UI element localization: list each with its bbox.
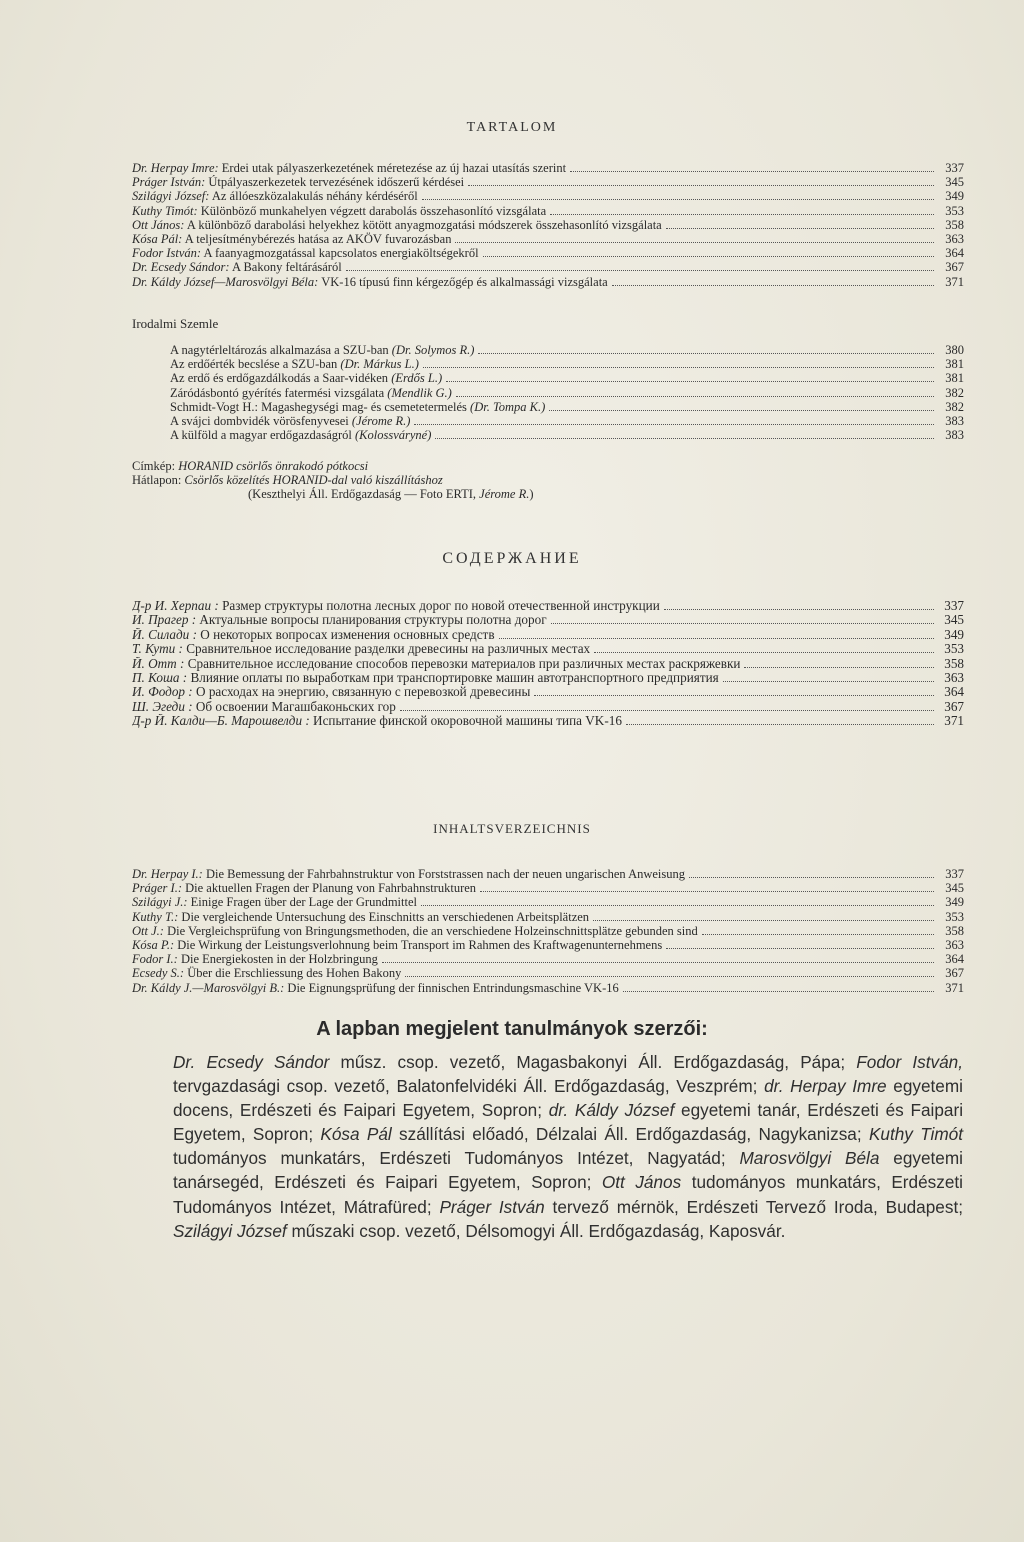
toc-entry — [132, 671, 964, 685]
author-name: Kuthy Timót — [868, 1124, 964, 1145]
review-leader — [478, 353, 934, 354]
toc-page-number: 345 — [944, 612, 964, 628]
toc-author: Dr. Káldy József—Marosvölgyi Béla: — [132, 274, 319, 289]
toc-entry — [132, 628, 964, 642]
toc-page-number: 371 — [945, 980, 964, 995]
toc-leader — [455, 242, 934, 243]
toc-page-number: 364 — [945, 246, 964, 261]
toc-entry-text — [132, 881, 476, 895]
toc-leader — [594, 652, 934, 653]
toc-author: Dr. Káldy J.—Marosvölgyi B.: — [132, 980, 285, 995]
toc-title: Die Wirkung der Leistungsverlohnung beim Transport im Rahmen des Kraftwagenunternehmens — [177, 938, 663, 953]
toc-leader — [689, 877, 934, 878]
toc-leader — [664, 609, 934, 610]
review-page-number: 382 — [945, 399, 964, 414]
toc-leader — [612, 285, 934, 286]
toc-entry-text — [132, 275, 608, 289]
toc-title: Die Bemessung der Fahrbahnstruktur von Forststrassen nach der neuen ungarischen Anweisung — [205, 867, 686, 881]
review-page-number: 381 — [945, 371, 964, 386]
toc-leader — [480, 891, 934, 892]
toc-entry-text — [132, 246, 479, 260]
toc-entry — [132, 966, 964, 980]
toc-title: Über die Erschliessung des Hohen Bakony — [187, 966, 402, 981]
toc-entry-text — [132, 599, 660, 613]
toc-entry-text — [132, 204, 546, 218]
author-name: Szilágyi József — [173, 1220, 287, 1241]
author-affiliation: műszaki csop. vezető, Délsomogyi Áll. Erdőgazdaság, Kaposvár. — [286, 1220, 786, 1241]
toc-entry — [132, 642, 964, 656]
toc-entry — [132, 924, 964, 938]
toc-entry — [132, 204, 964, 218]
toc-title: Испытание финской окоровочной машины типа VK-16 — [313, 714, 622, 729]
toc-author: Ott János: — [132, 217, 185, 232]
toc-entry-text — [132, 938, 662, 952]
toc-entry — [132, 700, 964, 714]
toc-entry-text — [132, 218, 662, 232]
toc-page-number: 353 — [944, 641, 964, 657]
author-affiliation: egyetemi docens, Erdészeti és Faipari Egyetem, Sopron; — [173, 1076, 963, 1121]
toc-leader — [468, 185, 934, 186]
author-affiliation: műsz. csop. vezető, Magasbakonyi Áll. Erdőgazdaság, Pápa; — [329, 1052, 857, 1072]
credit-name: Jérome R. — [479, 487, 530, 502]
toc-entry-text — [132, 232, 451, 246]
review-ref: (Mendlik G.) — [387, 385, 452, 400]
tartalom-heading: TARTALOM — [466, 120, 558, 135]
authors-paragraph — [173, 1050, 963, 1243]
toc-leader — [666, 228, 934, 229]
toc-entry-text — [132, 189, 418, 203]
cover-caption — [132, 459, 534, 502]
toc-page-number: 371 — [944, 713, 964, 729]
toc-entry-text — [132, 642, 590, 656]
author-name: Marosvölgyi Béla — [739, 1148, 880, 1169]
toc-author: Kósa Pál: — [132, 232, 183, 247]
toc-page-number: 367 — [945, 966, 964, 981]
review-entry-text — [170, 428, 431, 442]
toc-entry — [132, 218, 964, 232]
toc-author: Ш. Эгеди : — [132, 699, 193, 714]
toc-page-number: 363 — [945, 232, 964, 247]
toc-author: Kuthy T.: — [132, 909, 179, 924]
toc-title: Erdei utak pályaszerkezetének méretezése az új hazai utasítás szerint — [221, 161, 567, 175]
toc-title: Сравнительное исследование способов перевозки материалов при различных местах раскряжевки — [187, 656, 741, 671]
toc-entry-text — [132, 966, 401, 980]
toc-page-number: 371 — [945, 274, 964, 289]
toc-entry — [132, 910, 964, 924]
toc-page-number: 363 — [944, 670, 964, 686]
author-affiliation: egyetemi tanár, Erdészeti és Faipari Egyetem, Sopron; — [173, 1100, 964, 1145]
toc-leader — [666, 948, 934, 949]
toc-author: Ecsedy S.: — [132, 966, 185, 981]
toc-title: A teljesítménybérezés hatása az AKÖV fuvarozásban — [184, 232, 452, 247]
toc-entry-text — [132, 700, 396, 714]
author-name: Fodor István, — [856, 1052, 963, 1072]
review-heading: Irodalmi Szemle — [132, 316, 219, 331]
review-title: Záródásbontó gyérítés fatermési vizsgálata — [170, 385, 385, 400]
toc-entry-text — [132, 895, 417, 909]
toc-entry-text — [132, 175, 464, 189]
toc-author: И. Фодор : — [132, 685, 193, 700]
toc-author: Ott J.: — [132, 923, 164, 938]
toc-leader — [593, 920, 934, 921]
toc-page-number: 358 — [944, 655, 964, 671]
review-title: Az erdő és erdőgazdálkodás a Saar-vidéken — [170, 371, 389, 386]
review-entry-text — [170, 343, 474, 357]
toc-title: Különböző munkahelyen végzett darabolás összehasonlító vizsgálata — [200, 203, 547, 218]
toc-author: Práger István: — [132, 175, 206, 190]
toc-page-number: 363 — [945, 938, 964, 953]
toc-entry — [132, 867, 964, 881]
review-entry — [170, 371, 964, 385]
review-leader — [435, 438, 934, 439]
toc-page-number: 337 — [944, 598, 964, 613]
review-entry-text — [170, 371, 442, 385]
tartalom-list — [132, 161, 964, 289]
toc-title: Влияние оплаты по выработкам при транспортировке машин автотранспортного предприятия — [190, 671, 719, 686]
toc-entry — [132, 657, 964, 671]
toc-entry-text — [132, 657, 740, 671]
toc-title: A Bakony feltárásáról — [232, 260, 342, 275]
author-affiliation: tudományos munkatárs, Erdészeti Tudományos Intézet, Mátrafüred; — [173, 1172, 963, 1217]
review-title: A külföld a magyar erdőgazdaságról — [170, 428, 352, 443]
toc-author: Д-р Й. Калди—Б. Марошвелди : — [132, 714, 310, 729]
author-name: dr. Káldy József — [548, 1100, 675, 1121]
review-leader — [423, 367, 934, 368]
toc-author: Dr. Herpay I.: — [132, 867, 203, 881]
toc-leader — [723, 681, 934, 682]
toc-author: П. Коша : — [132, 671, 188, 686]
toc-title: Die aktuellen Fragen der Planung von Fahrbahnstrukturen — [185, 881, 477, 896]
toc-entry — [132, 685, 964, 699]
toc-author: Práger I.: — [132, 881, 182, 896]
review-entry — [170, 400, 964, 414]
review-leader — [456, 396, 934, 397]
toc-title: Die Eignungsprüfung der finnischen Entrindungsmaschine VK-16 — [287, 980, 619, 995]
toc-author: Т. Кути : — [132, 642, 183, 657]
review-ref: (Dr. Tompa K.) — [470, 399, 546, 414]
author-affiliation: szállítási előadó, Délzalai Áll. Erdőgazdaság, Nagykanizsa; — [391, 1124, 869, 1145]
cover-label: Címkép: — [132, 459, 176, 473]
toc-title: Die Energiekosten in der Holzbringung — [180, 952, 378, 967]
toc-title: A faanyagmozgatással kapcsolatos energiaköltségekről — [203, 246, 479, 261]
credit-prefix: (Keszthelyi Áll. Erdőgazdaság — Foto ERTI, — [248, 487, 477, 502]
toc-title: О расходах на энергию, связанную с перевозкой древесины — [196, 685, 531, 700]
toc-leader — [483, 256, 934, 257]
toc-author: Szilágyi J.: — [132, 895, 188, 910]
toc-title: Сравнительное исследование разделки древесины на различных местах — [186, 642, 591, 657]
toc-entry-text — [132, 924, 698, 938]
review-entry-text — [170, 386, 452, 400]
toc-entry — [132, 938, 964, 952]
soderzhanie-heading: СОДЕРЖАНИЕ — [442, 550, 582, 567]
toc-page-number: 364 — [944, 684, 964, 700]
author-affiliation: tervgazdasági csop. vezető, Balatonfelvidéki Áll. Erdőgazdaság, Veszprém; — [173, 1076, 765, 1097]
review-entry — [170, 386, 964, 400]
toc-entry-text — [132, 867, 685, 881]
author-name: dr. Herpay Imre — [764, 1076, 887, 1097]
toc-page-number: 337 — [945, 867, 964, 881]
authors-title: A lapban megjelent tanulmányok szerzői: — [316, 1018, 708, 1040]
review-entry-text — [170, 400, 545, 414]
toc-entry-text — [132, 161, 566, 175]
toc-entry-text — [132, 628, 495, 642]
review-page-number: 382 — [945, 385, 964, 400]
toc-page-number: 358 — [945, 923, 964, 938]
review-title: Az erdőérték becslése a SZU-ban — [170, 357, 338, 372]
toc-entry-text — [132, 952, 378, 966]
toc-entry-text — [132, 910, 589, 924]
toc-entry — [132, 714, 964, 728]
review-page-number: 381 — [945, 357, 964, 372]
review-leader — [446, 381, 934, 382]
toc-page-number: 349 — [945, 895, 964, 910]
toc-author: Dr. Herpay Imre: — [132, 161, 219, 175]
toc-leader — [623, 991, 934, 992]
toc-page-number: 367 — [944, 698, 964, 714]
toc-leader — [702, 934, 934, 935]
toc-author: Й. Отт : — [132, 656, 185, 671]
back-text: Csörlős közelítés HORANID-dal való kiszállításhoz — [184, 473, 443, 488]
toc-leader — [382, 962, 934, 963]
toc-entry — [132, 161, 964, 175]
review-leader — [549, 410, 934, 411]
inhalt-list — [132, 867, 964, 995]
toc-entry — [132, 175, 964, 189]
toc-entry — [132, 952, 964, 966]
toc-leader — [499, 638, 934, 639]
toc-leader — [405, 976, 934, 977]
toc-entry-text — [132, 260, 342, 274]
back-label: Hátlapon: — [132, 473, 182, 488]
review-ref: (Jérome R.) — [351, 414, 411, 429]
review-entry — [170, 343, 964, 357]
toc-author: Szilágyi József: — [132, 189, 210, 204]
review-page-number: 380 — [945, 343, 964, 357]
toc-title: Die vergleichende Untersuchung des Einschnitts an verschiedenen Arbeitsplätzen — [181, 909, 590, 924]
toc-entry-text — [132, 714, 622, 728]
author-name: Ott János — [601, 1172, 682, 1193]
toc-author: Kuthy Timót: — [132, 203, 198, 218]
cover-text: HORANID csörlős önrakodó pótkocsi — [178, 459, 369, 473]
toc-page-number: 349 — [945, 189, 964, 204]
review-entry-text — [170, 414, 410, 428]
toc-entry — [132, 232, 964, 246]
toc-author: Д-р И. Херпаи : — [132, 599, 219, 613]
toc-leader — [421, 905, 934, 906]
toc-author: Fodor I.: — [132, 952, 178, 967]
toc-leader — [422, 199, 934, 200]
toc-leader — [570, 171, 934, 172]
toc-leader — [550, 214, 934, 215]
toc-title: Об освоении Магашбаконьских гор — [195, 699, 396, 714]
toc-page-number: 337 — [945, 161, 964, 175]
toc-leader — [534, 695, 934, 696]
review-entry — [170, 357, 964, 371]
review-ref: (Erdős L.) — [391, 371, 443, 386]
toc-leader — [551, 623, 934, 624]
author-name: Kósa Pál — [320, 1124, 392, 1145]
toc-author: Dr. Ecsedy Sándor: — [132, 260, 230, 275]
review-ref: (Dr. Márkus L.) — [340, 357, 419, 372]
toc-page-number: 367 — [945, 260, 964, 275]
review-list — [170, 343, 964, 442]
toc-title: Útpályaszerkezetek tervezésének időszerű kérdései — [208, 175, 465, 190]
toc-title: Актуальные вопросы планирования структуры полотна дорог — [199, 613, 547, 628]
soderzhanie-list — [132, 599, 964, 729]
review-entry — [170, 414, 964, 428]
toc-author: Fodor István: — [132, 246, 202, 261]
toc-author: И. Прагер : — [132, 613, 197, 628]
review-page-number: 383 — [945, 428, 964, 443]
review-page-number: 383 — [945, 414, 964, 429]
toc-entry-text — [132, 671, 719, 685]
toc-entry — [132, 246, 964, 260]
toc-page-number: 353 — [945, 203, 964, 218]
toc-title: Az állóeszközalakulás néhány kérdéséről — [211, 189, 418, 204]
toc-page-number: 349 — [944, 626, 964, 642]
toc-entry — [132, 189, 964, 203]
toc-entry-text — [132, 613, 547, 627]
toc-leader — [400, 710, 934, 711]
author-affiliation: egyetemi tanársegéd, Erdészeti és Faipari Egyetem, Sopron; — [173, 1148, 964, 1193]
review-ref: (Dr. Solymos R.) — [391, 343, 475, 357]
credit-suffix: ) — [529, 487, 534, 502]
toc-title: VK-16 típusú finn kérgezőgép és alkalmassági vizsgálata — [321, 274, 608, 289]
toc-author: Kósa P.: — [132, 938, 175, 953]
toc-entry — [132, 981, 964, 995]
review-title: A svájci dombvidék vörösfenyvesei — [170, 414, 349, 429]
toc-entry-text — [132, 685, 530, 699]
toc-title: Die Vergleichsprüfung von Bringungsmethoden, die an verschiedene Holzeinschnittsplätze gebunden sind — [167, 923, 698, 938]
toc-entry — [132, 895, 964, 909]
toc-page-number: 358 — [945, 217, 964, 232]
toc-entry — [132, 260, 964, 274]
author-affiliation: tudományos munkatárs, Erdészeti Tudományos Intézet, Nagyatád; — [173, 1148, 740, 1169]
toc-entry — [132, 613, 964, 627]
author-name: Dr. Ecsedy Sándor — [173, 1052, 330, 1072]
toc-entry — [132, 275, 964, 289]
toc-entry — [132, 599, 964, 613]
inhalt-heading: INHALTSVERZEICHNIS — [433, 821, 591, 836]
toc-page-number: 345 — [945, 175, 964, 190]
review-ref: (Kolossváryné) — [355, 428, 432, 443]
toc-title: A különböző darabolási helyekhez kötött anyagmozgatási módszerek összehasonlító vizsgálata — [186, 217, 662, 232]
toc-page-number: 353 — [945, 909, 964, 924]
toc-entry-text — [132, 981, 619, 995]
toc-title: О некоторых вопросах изменения основных средств — [200, 627, 495, 642]
review-title: Schmidt-Vogt H.: Magashegységi mag- és csemetetermelés — [170, 399, 467, 414]
review-entry — [170, 428, 964, 442]
toc-entry — [132, 881, 964, 895]
toc-title: Размер структуры полотна лесных дорог по новой отечественной инструкции — [222, 599, 660, 613]
toc-leader — [744, 667, 934, 668]
toc-leader — [346, 270, 934, 271]
toc-author: Й. Силади : — [132, 627, 197, 642]
toc-title: Einige Fragen über der Lage der Grundmittel — [190, 895, 417, 910]
review-entry-text — [170, 357, 419, 371]
toc-page-number: 345 — [945, 881, 964, 896]
toc-leader — [626, 724, 934, 725]
author-name: Práger István — [439, 1196, 545, 1217]
toc-page-number: 364 — [945, 952, 964, 967]
author-affiliation: tervező mérnök, Erdészeti Tervező Iroda, Budapest; — [544, 1196, 964, 1217]
review-leader — [414, 424, 934, 425]
review-title: A nagytérleltározás alkalmazása a SZU-ban — [170, 343, 389, 357]
